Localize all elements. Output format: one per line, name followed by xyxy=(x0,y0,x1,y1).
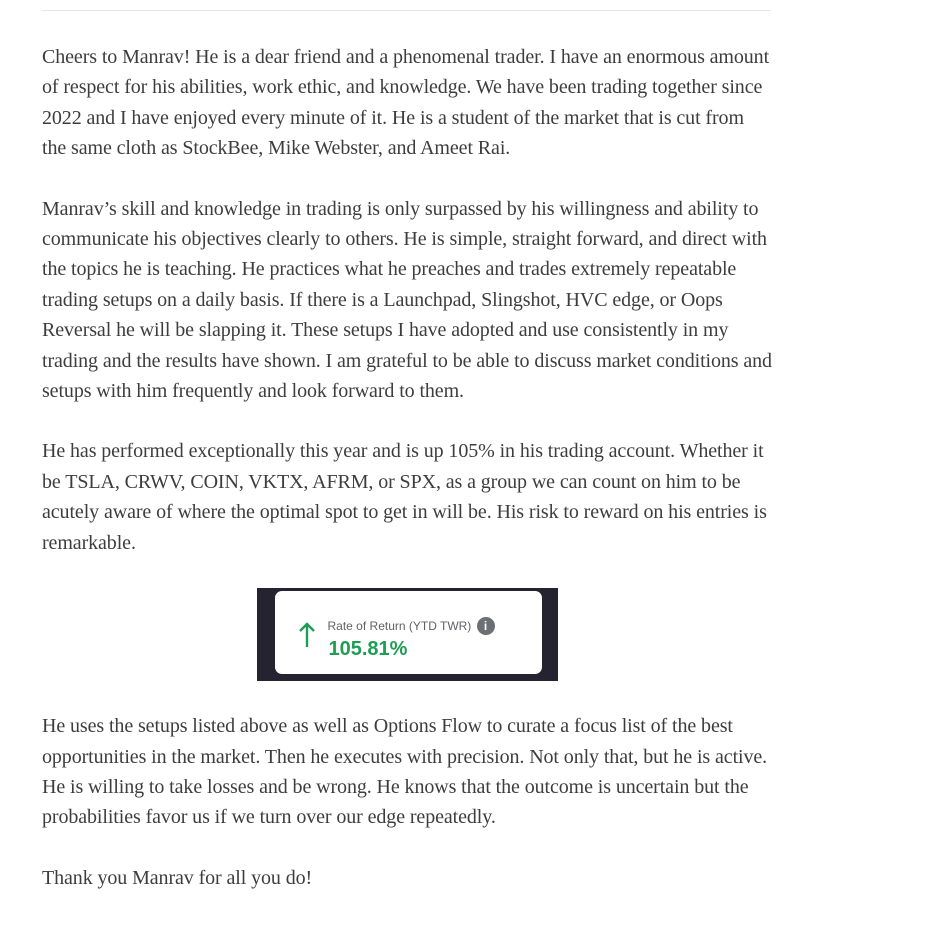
rate-of-return-value: 105.81% xyxy=(328,638,408,661)
paragraph-3: He has performed exceptionally this year and is up 105% in his trading account. Whether it be TSLA, CRWV, COIN, VKTX, AFRM, or SPX, as a group we can count on him to be acutely aware of where the optimal spot to get in will be. His risk to reward on his entries is remarkable. xyxy=(42,440,767,554)
top-divider xyxy=(42,10,771,11)
arrow-up-icon xyxy=(297,621,317,649)
return-card xyxy=(275,591,542,674)
return-screenshot xyxy=(257,588,558,681)
info-icon[interactable]: i xyxy=(477,617,495,635)
testimonial-article xyxy=(42,42,772,923)
return-screenshot-wrapper xyxy=(42,588,772,681)
paragraph-4: He uses the setups listed above as well as Options Flow to curate a focus list of the best opportunities in the market. Then he executes with precision. Not only that, but he is active. He is willing to take losses and be wrong. He knows that the outcome is uncertain but the probabilities favor us if we turn over our edge repeatedly. xyxy=(42,715,768,829)
rate-of-return-label: Rate of Return (YTD TWR) xyxy=(327,619,472,634)
paragraph-1: Cheers to Manrav! He is a dear friend and a phenomenal trader. I have an enormous amount of respect for his abilities, work ethic, and knowledge. We have been trading together since 2022 and I have enjoyed every minute of it. He is a student of the market that is cut from the same cloth as StockBee, Mike Webster, and Ameet Rai. xyxy=(42,46,770,160)
paragraph-2: Manrav’s skill and knowledge in trading is only surpassed by his willingness and ability to communicate his objectives clearly to others. He is simple, straight forward, and direct with the topics he is teaching. He practices what he preaches and trades extremely repeatable trading setups on a daily basis. If there is a Launchpad, Slingshot, HVC edge, or Oops Reversal he will be slapping it. These setups I have adopted and use consistently in my trading and the results have shown. I am grateful to be able to discuss market conditions and setups with him frequently and look forward to them. xyxy=(42,197,772,403)
paragraph-5: Thank you Manrav for all you do! xyxy=(42,866,313,889)
